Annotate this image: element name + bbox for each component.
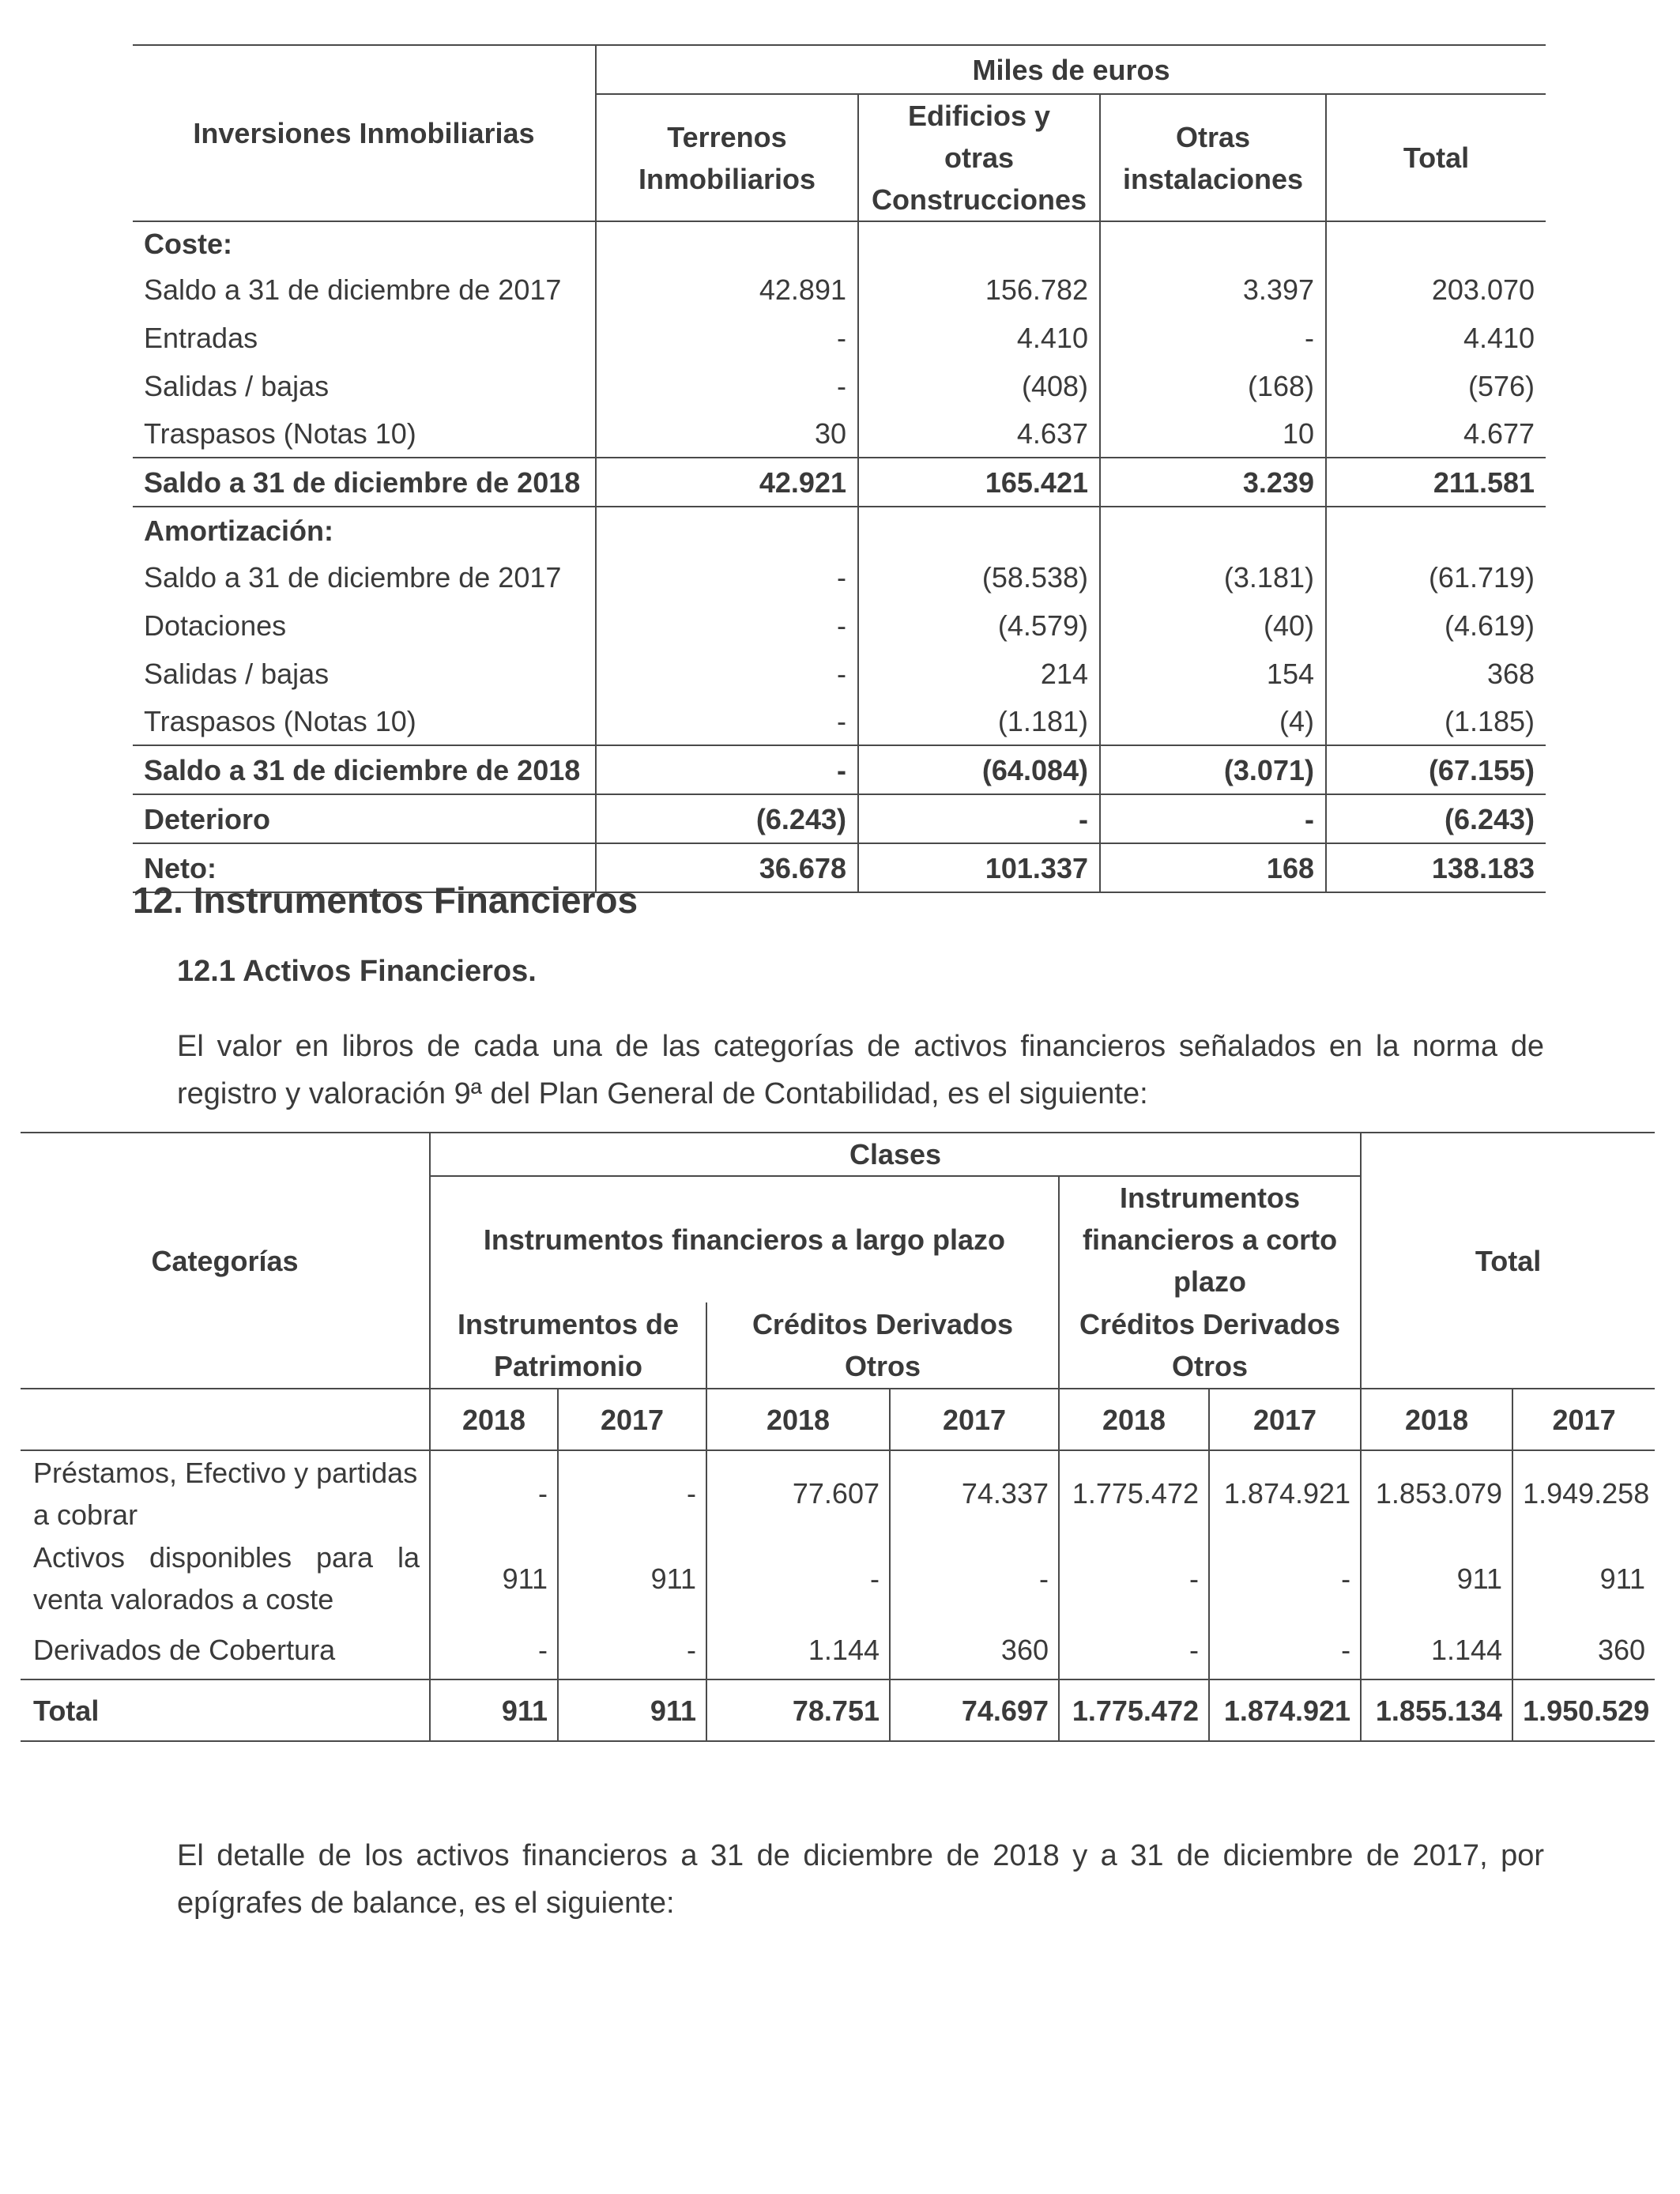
table-row-subtotal: Saldo a 31 de diciembre de 2018 - (64.084) (3.071) (67.155): [133, 745, 1546, 794]
table-row: Dotaciones - (4.579) (40) (4.619): [133, 601, 1546, 650]
table-row: Salidas / bajas - (408) (168) (576): [133, 362, 1546, 410]
intro-paragraph: El valor en libros de cada una de las categorías de activos financieros señalados en la norma de registro y valoración 9ª del Plan General de Contabilidad, es el siguiente:: [177, 1030, 1544, 1110]
financial-assets-table: [21, 1132, 1655, 1742]
year-col: 2017: [890, 1389, 1059, 1450]
total-header: Total: [1361, 1133, 1655, 1389]
corto-plazo-header: Instrumentos financieros a corto plazo: [1059, 1176, 1361, 1302]
col-total: Total: [1326, 94, 1546, 221]
col-otras: Otras instalaciones: [1100, 94, 1326, 221]
table-row: Traspasos (Notas 10) 30 4.637 10 4.677: [133, 410, 1546, 458]
table-row: Activos disponibles para la venta valorados a coste 911 911 - - - - 911 911: [21, 1536, 1655, 1621]
patrimonio-header: Instrumentos de Patrimonio: [430, 1302, 706, 1388]
subsection-heading: 12.1 Activos Financieros.: [177, 955, 537, 988]
largo-plazo-header: Instrumentos financieros a largo plazo: [430, 1176, 1059, 1302]
year-col: 2017: [1512, 1389, 1655, 1450]
col-edificios: Edificios y otras Construcciones: [858, 94, 1100, 221]
table-row: Préstamos, Efectivo y partidas a cobrar - - 77.607 74.337 1.775.472 1.874.921 1.853.079 1.949.258: [21, 1450, 1655, 1536]
table-row: Saldo a 31 de diciembre de 2017 - (58.538) (3.181) (61.719): [133, 553, 1546, 601]
table-row-neto: Neto: 36.678 101.337 168 138.183: [133, 843, 1546, 892]
categorias-header: Categorías: [151, 1244, 299, 1277]
detail-paragraph: El detalle de los activos financieros a 31 de diciembre de 2018 y a 31 de diciembre de 2017, por epígrafes de balance, es el siguiente:: [177, 1839, 1544, 1920]
row-header: Inversiones Inmobiliarias: [133, 45, 596, 221]
year-col: 2018: [1361, 1389, 1512, 1450]
table-row: Traspasos (Notas 10) - (1.181) (4) (1.185): [133, 698, 1546, 745]
group-header: Miles de euros: [596, 45, 1546, 94]
table-row: Derivados de Cobertura - - 1.144 360 - - 1.144 360: [21, 1621, 1655, 1679]
table-row-subtotal: Saldo a 31 de diciembre de 2018 42.921 165.421 3.239 211.581: [133, 458, 1546, 507]
creditos-largo-header: Créditos Derivados Otros: [706, 1302, 1059, 1388]
table-row: Saldo a 31 de diciembre de 2017 42.891 156.782 3.397 203.070: [133, 266, 1546, 314]
table-row: Amortización:: [133, 507, 1546, 553]
table-row-deterioro: Deterioro (6.243) - - (6.243): [133, 794, 1546, 843]
year-col: 2018: [706, 1389, 890, 1450]
year-col: 2018: [430, 1389, 558, 1450]
investment-property-table: [133, 44, 1546, 893]
creditos-corto-header: Créditos Derivados Otros: [1059, 1302, 1361, 1388]
year-col: 2017: [1209, 1389, 1361, 1450]
table-row-total: Total 911 911 78.751 74.697 1.775.472 1.874.921 1.855.134 1.950.529: [21, 1679, 1655, 1741]
year-col: 2017: [558, 1389, 706, 1450]
year-col: 2018: [1059, 1389, 1209, 1450]
clases-header: Clases: [430, 1133, 1361, 1176]
table-row: Coste:: [133, 221, 1546, 266]
table-row: Salidas / bajas - 214 154 368: [133, 650, 1546, 698]
section-heading: 12. Instrumentos Financieros: [133, 880, 638, 921]
col-terrenos: Terrenos Inmobiliarios: [596, 94, 858, 221]
table-row: Entradas - 4.410 - 4.410: [133, 314, 1546, 362]
